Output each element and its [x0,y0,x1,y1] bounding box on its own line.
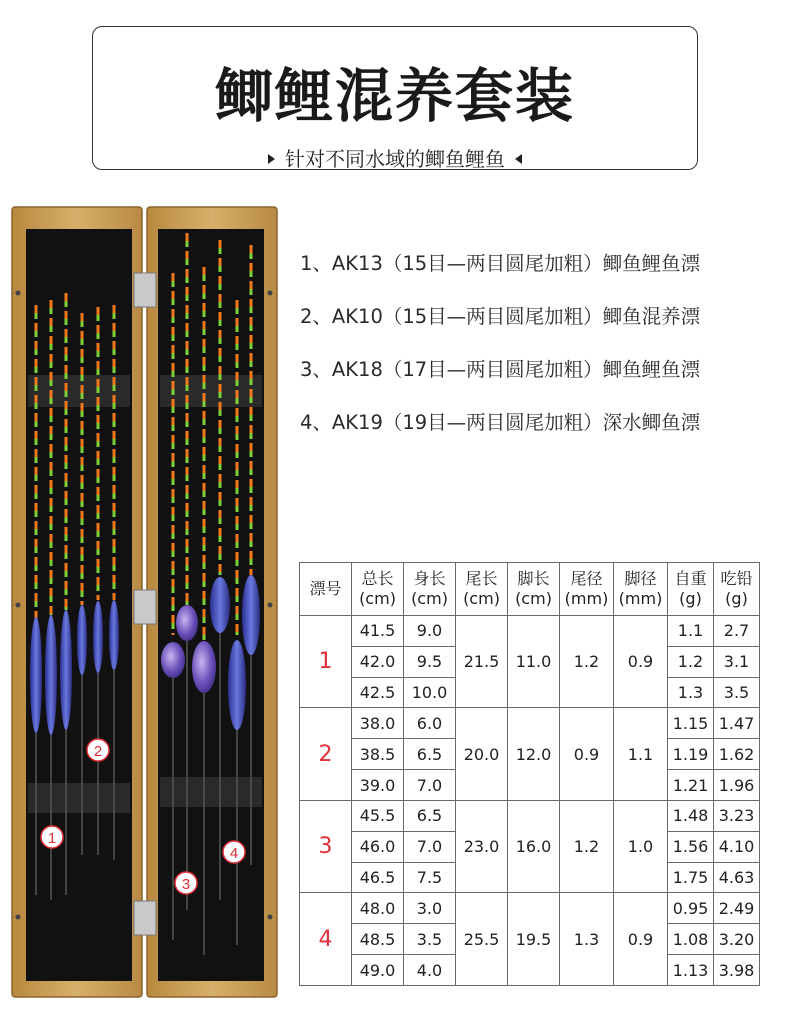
total-length-cell: 41.5 [352,616,404,647]
body-length-cell: 7.0 [404,831,456,862]
self-weight-cell: 1.1 [668,616,714,647]
self-weight-cell: 1.13 [668,955,714,986]
spec-header-cell [668,563,714,616]
triangle-left-icon [515,154,522,164]
foot-diameter-cell: 1.1 [614,708,668,800]
hinge-top [134,273,156,307]
lead-capacity-cell: 1.96 [714,770,760,801]
total-length-cell: 46.5 [352,862,404,893]
tail-length-cell: 20.0 [456,708,508,800]
model-item-2: 2、AK10（15目—两目圆尾加粗）鲫鱼混养漂 [300,305,701,328]
self-weight-cell: 1.21 [668,770,714,801]
triangle-right-icon [268,154,275,164]
spec-header-cell [614,563,668,616]
foot-length-cell: 11.0 [508,616,560,708]
spec-header-label: 尾长 [465,569,498,588]
svg-text:1: 1 [47,830,57,847]
photo-label-2 [87,739,109,761]
lead-capacity-cell: 3.20 [714,924,760,955]
spec-header-unit: (mm) [618,589,663,608]
foot-diameter-cell: 1.0 [614,800,668,892]
spec-header-label: 吃铅 [720,569,753,588]
foot-diameter-cell: 0.9 [614,893,668,986]
spec-header-label: 自重 [674,569,707,588]
photo-label-3 [175,872,197,894]
spec-header-cell [300,563,352,616]
foot-length-cell: 12.0 [508,708,560,800]
table-row [300,708,760,739]
body-length-cell: 7.5 [404,862,456,893]
spec-header-label: 身长 [413,569,446,588]
spec-table [299,562,760,986]
spec-header-label: 脚径 [624,569,657,588]
total-length-cell: 49.0 [352,955,404,986]
tail-diameter-cell: 1.3 [560,893,614,986]
float-number-cell: 3 [300,800,352,892]
model-item-3: 3、AK18（17目—两目圆尾加粗）鲫鱼鲤鱼漂 [300,358,701,381]
body-length-cell: 6.0 [404,708,456,739]
subtitle-text: 针对不同水域的鲫鱼鲤鱼 [285,147,505,171]
lead-capacity-cell: 4.10 [714,831,760,862]
spec-header-label: 漂号 [309,579,342,598]
float-box-photo [10,205,280,1000]
lead-capacity-cell: 2.49 [714,893,760,924]
lead-capacity-cell: 1.47 [714,708,760,739]
total-length-cell: 42.0 [352,646,404,677]
foot-length-cell: 19.5 [508,893,560,986]
model-list [300,250,700,462]
foot-diameter-cell: 0.9 [614,616,668,708]
self-weight-cell: 1.19 [668,739,714,770]
spec-header-unit: (g) [679,589,702,608]
spec-header-unit: (cm) [359,589,396,608]
total-length-cell: 39.0 [352,770,404,801]
spec-header-cell [456,563,508,616]
body-length-cell: 3.5 [404,924,456,955]
total-length-cell: 42.5 [352,677,404,708]
svg-text:3: 3 [181,876,191,893]
self-weight-cell: 1.2 [668,646,714,677]
spec-header-label: 总长 [361,569,394,588]
spec-header-unit: (mm) [564,589,609,608]
svg-text:2: 2 [93,743,103,760]
spec-header-unit: (g) [725,589,748,608]
float-number-cell: 4 [300,893,352,986]
page-title: 鲫鲤混养套装 [214,62,575,130]
body-length-cell: 9.5 [404,646,456,677]
self-weight-cell: 1.08 [668,924,714,955]
table-row [300,893,760,924]
lead-capacity-cell: 1.62 [714,739,760,770]
float-number-cell: 2 [300,708,352,800]
tail-diameter-cell: 1.2 [560,800,614,892]
self-weight-cell: 1.75 [668,862,714,893]
lead-capacity-cell: 3.5 [714,677,760,708]
total-length-cell: 48.0 [352,893,404,924]
self-weight-cell: 1.48 [668,800,714,831]
photo-label-4 [223,841,245,863]
body-length-cell: 3.0 [404,893,456,924]
total-length-cell: 38.5 [352,739,404,770]
body-length-cell: 6.5 [404,739,456,770]
tail-diameter-cell: 1.2 [560,616,614,708]
hinge-middle [134,590,156,624]
total-length-cell: 46.0 [352,831,404,862]
self-weight-cell: 0.95 [668,893,714,924]
tail-diameter-cell: 0.9 [560,708,614,800]
lead-capacity-cell: 3.98 [714,955,760,986]
hinge-bottom [134,901,156,935]
foot-length-cell: 16.0 [508,800,560,892]
spec-header-label: 尾径 [570,569,603,588]
model-item-1: 1、AK13（15目—两目圆尾加粗）鲫鱼鲤鱼漂 [300,252,701,275]
tail-length-cell: 21.5 [456,616,508,708]
spec-header-cell [352,563,404,616]
spec-header-label: 脚长 [517,569,550,588]
spec-header-unit: (cm) [515,589,552,608]
title-banner [92,26,698,170]
tail-length-cell: 23.0 [456,800,508,892]
table-row [300,616,760,647]
body-length-cell: 7.0 [404,770,456,801]
body-length-cell: 9.0 [404,616,456,647]
self-weight-cell: 1.56 [668,831,714,862]
float-number-cell: 1 [300,616,352,708]
spec-header-cell [404,563,456,616]
total-length-cell: 45.5 [352,800,404,831]
page-subtitle [93,143,697,172]
body-length-cell: 4.0 [404,955,456,986]
total-length-cell: 38.0 [352,708,404,739]
model-item-4: 4、AK19（19目—两目圆尾加粗）深水鲫鱼漂 [300,411,701,434]
lead-capacity-cell: 3.1 [714,646,760,677]
spec-header-unit: (cm) [411,589,448,608]
self-weight-cell: 1.3 [668,677,714,708]
total-length-cell: 48.5 [352,924,404,955]
spec-header-unit: (cm) [463,589,500,608]
tail-length-cell: 25.5 [456,893,508,986]
lead-capacity-cell: 4.63 [714,862,760,893]
spec-header-cell [560,563,614,616]
body-length-cell: 10.0 [404,677,456,708]
body-length-cell: 6.5 [404,800,456,831]
svg-text:4: 4 [229,845,239,862]
lead-capacity-cell: 3.23 [714,800,760,831]
table-row [300,800,760,831]
lead-capacity-cell: 2.7 [714,616,760,647]
photo-label-1 [41,826,63,848]
self-weight-cell: 1.15 [668,708,714,739]
spec-header-cell [508,563,560,616]
spec-header-cell [714,563,760,616]
